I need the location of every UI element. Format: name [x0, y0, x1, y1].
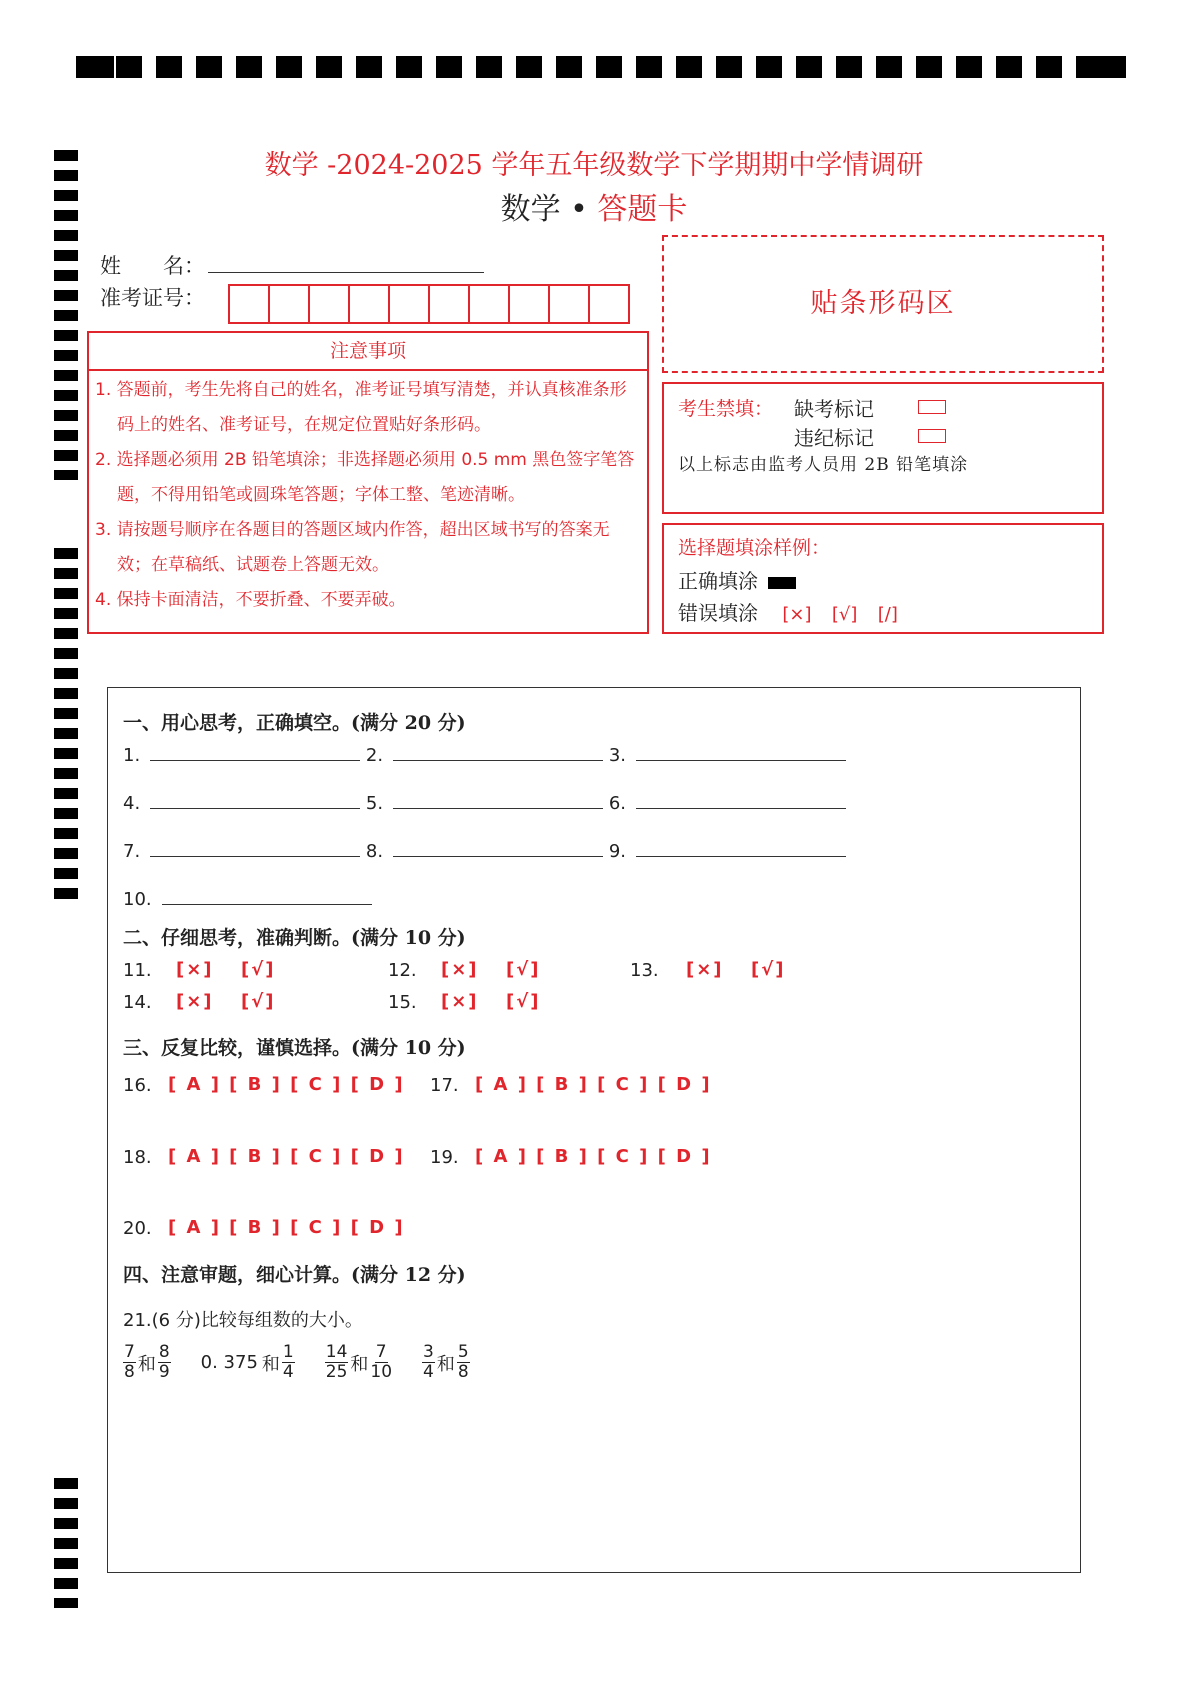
choice-number: 20. [123, 1218, 152, 1239]
proctor-label: 考生禁填： [678, 398, 774, 420]
id-box[interactable] [310, 286, 350, 322]
fraction: $\frac{3}{4}$ [423, 1342, 434, 1382]
id-box[interactable] [390, 286, 430, 322]
note-item: 1. 答题前，考生先将自己的姓名，准考证号填写清楚，并认真核准条形码上的姓名、准考证号，在规定位置贴好条形码。 [95, 380, 627, 435]
judge-wrong-option[interactable]: [×] [686, 959, 724, 980]
notes-title: 注意事项 [89, 333, 647, 371]
choice-number: 17. [430, 1075, 459, 1096]
absent-mark-label: 缺考标记 [794, 397, 874, 421]
judge-number: 11. [123, 960, 152, 981]
blank-row: 4. 5. 6. [123, 793, 846, 814]
id-box[interactable] [590, 286, 628, 322]
barcode-label: 贴条形码区 [810, 288, 956, 319]
id-box[interactable] [510, 286, 550, 322]
judge-number: 14. [123, 992, 152, 1013]
choice-number: 16. [123, 1075, 152, 1096]
choice-options[interactable]: [ A ] [ B ] [ C ] [ D ] [475, 1146, 712, 1167]
left-timing-marks-2 [54, 548, 78, 903]
name-label: 姓 名： [100, 254, 205, 278]
wrong-mark: [/] [877, 604, 898, 625]
top-registration-bar [76, 56, 1126, 78]
answer-blank[interactable] [393, 759, 603, 761]
answer-blank[interactable] [636, 807, 846, 809]
choice-options[interactable]: [ A ] [ B ] [ C ] [ D ] [475, 1074, 712, 1095]
section-1-title: 一、用心思考，正确填空。(满分 20 分) [123, 712, 466, 734]
wrong-mark: [√] [831, 604, 858, 625]
judge-number: 13. [630, 960, 659, 981]
answer-blank[interactable] [393, 855, 603, 857]
note-item: 4. 保持卡面清洁，不要折叠、不要弄破。 [95, 590, 406, 610]
choice-options[interactable]: [ A ] [ B ] [ C ] [ D ] [168, 1074, 405, 1095]
fraction: $\frac{5}{8}$ [457, 1342, 469, 1382]
barcode-area [662, 235, 1104, 373]
id-box[interactable] [270, 286, 310, 322]
blank-row: 1. 2. 3. [123, 745, 846, 766]
judge-wrong-option[interactable]: [×] [441, 991, 479, 1012]
judge-wrong-option[interactable]: [×] [176, 959, 214, 980]
id-label: 准考证号： [100, 286, 205, 310]
choice-options[interactable]: [ A ] [ B ] [ C ] [ D ] [168, 1217, 405, 1238]
judge-right-option[interactable]: [√] [506, 959, 541, 980]
judge-number: 12. [388, 960, 417, 981]
answer-area [107, 687, 1081, 1573]
name-field[interactable] [208, 272, 484, 273]
judge-right-option[interactable]: [√] [241, 991, 276, 1012]
fraction-comparisons: $\frac{7}{8}$ 和 $\frac{8}{9}$ 0. 375 和 $\frac{1}{4}$ $\frac{14}{25}$ 和 $\frac{7}{10}$ $\frac{3}{4}$ 和 $\frac{5}{8}$ [124, 1342, 469, 1382]
judge-wrong-option[interactable]: [×] [441, 959, 479, 980]
answer-blank[interactable] [393, 807, 603, 809]
note-item: 3. 请按题号顺序在各题目的答题区域内作答，超出区域书写的答案无效；在草稿纸、试题卷上答题无效。 [95, 520, 610, 575]
judge-wrong-option[interactable]: [×] [176, 991, 214, 1012]
answer-blank[interactable] [636, 759, 846, 761]
fraction: $\frac{7}{10}$ [370, 1342, 393, 1382]
fraction: $\frac{7}{8}$ [124, 1342, 135, 1382]
answer-blank[interactable] [150, 759, 360, 761]
choice-options[interactable]: [ A ] [ B ] [ C ] [ D ] [168, 1146, 405, 1167]
section-4-title: 四、注意审题，细心计算。(满分 12 分) [123, 1264, 466, 1286]
judge-number: 15. [388, 992, 417, 1013]
answer-blank[interactable] [150, 855, 360, 857]
violation-mark-label: 违纪标记 [794, 426, 874, 450]
notes-box [87, 331, 649, 634]
blank-row: 7. 8. 9. [123, 841, 846, 862]
fraction: $\frac{1}{4}$ [282, 1342, 294, 1382]
sample-fill-box [662, 523, 1104, 634]
left-timing-marks-3 [54, 1478, 78, 1608]
answer-blank[interactable] [162, 903, 372, 905]
proctor-note: 以上标志由监考人员用 2B 铅笔填涂 [678, 455, 969, 475]
correct-fill-row: 正确填涂 [678, 565, 796, 594]
blank-row: 10. [123, 889, 372, 910]
question-21-text: 21.(6 分)比较每组数的大小。 [123, 1310, 363, 1331]
answer-blank[interactable] [150, 807, 360, 809]
exam-title: 数学 -2024-2025 学年五年级数学下学期期中学情调研 [264, 150, 924, 181]
wrong-mark: [×] [782, 604, 812, 625]
judge-right-option[interactable]: [√] [241, 959, 276, 980]
judge-right-option[interactable]: [√] [751, 959, 786, 980]
choice-number: 18. [123, 1147, 152, 1168]
fraction: $\frac{14}{25}$ [325, 1342, 348, 1382]
absent-mark-box[interactable] [918, 400, 946, 414]
card-subtitle: 数学 • 答题卡 [500, 192, 688, 227]
fraction: $\frac{8}{9}$ [158, 1342, 170, 1382]
answer-blank[interactable] [636, 855, 846, 857]
id-box[interactable] [350, 286, 390, 322]
id-box[interactable] [470, 286, 510, 322]
section-3-title: 三、反复比较，谨慎选择。(满分 10 分) [123, 1037, 466, 1059]
choice-number: 19. [430, 1147, 459, 1168]
id-box[interactable] [230, 286, 270, 322]
section-2-title: 二、仔细思考，准确判断。(满分 10 分) [123, 927, 466, 949]
sample-title: 选择题填涂样例： [678, 537, 831, 559]
judge-right-option[interactable]: [√] [506, 991, 541, 1012]
decimal-value: 0. 375 [200, 1352, 258, 1373]
id-box[interactable] [550, 286, 590, 322]
id-number-boxes[interactable] [228, 284, 630, 324]
proctor-box [662, 382, 1104, 514]
note-item: 2. 选择题必须用 2B 铅笔填涂；非选择题必须用 0.5 mm 黑色签字笔答题，不得用铅笔或圆珠笔答题；字体工整、笔迹清晰。 [95, 450, 635, 505]
violation-mark-box[interactable] [918, 429, 946, 443]
correct-fill-sample [768, 577, 796, 589]
id-box[interactable] [430, 286, 470, 322]
wrong-fill-row: 错误填涂 [×] [√] [/] [678, 601, 898, 625]
